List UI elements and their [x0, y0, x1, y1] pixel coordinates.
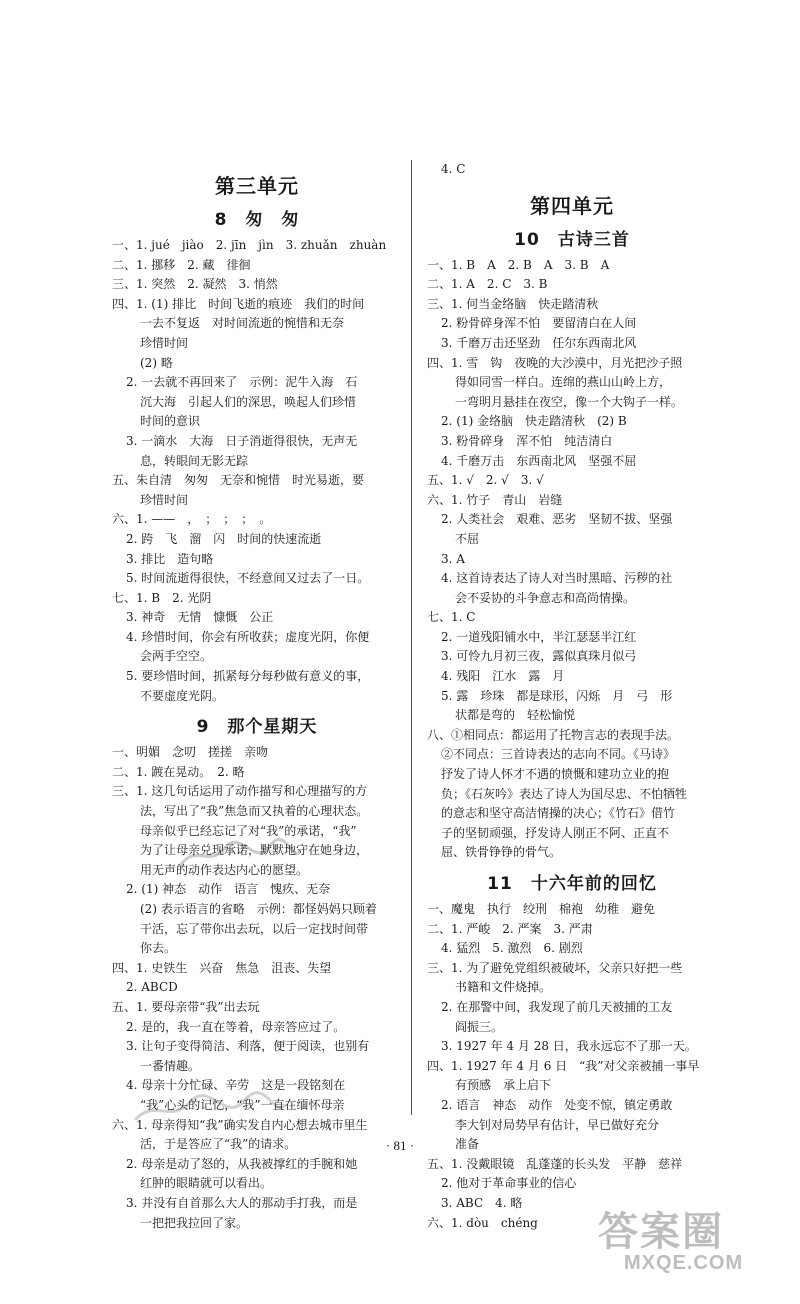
answer-line: 不屈 — [455, 531, 480, 546]
unit-title: 第四单元 — [530, 193, 614, 218]
answer-line: 一把把我拉回了家。 — [140, 1215, 249, 1230]
answer-line: 红肿的眼睛就可以看出。 — [140, 1176, 273, 1191]
answer-line: 5. 露 珍珠 都是球形，闪烁 月 弓 形 — [441, 688, 673, 703]
answer-line: 四、1. 史铁生 兴奋 焦急 沮丧、失望 — [112, 960, 332, 975]
answer-line: 六、1. dòu chéng — [427, 1215, 538, 1230]
answer-line: 阎振三。 — [455, 1019, 504, 1034]
answer-line: 有预感 承上启下 — [455, 1078, 552, 1093]
answer-line: 2. 人类社会 艰难、恶劣 坚韧不拔、坚强 — [441, 512, 673, 527]
answer-line: 3. 并没有自首那么大人的那动手打我，而是 — [126, 1195, 358, 1210]
answer-line: 母亲似乎已经忘记了对“我”的承诺，“我” — [140, 823, 357, 838]
answer-line: 三、1. 突然 2. 凝然 3. 悄然 — [112, 277, 278, 292]
answer-line: 五、1. 要母亲带“我”出去玩 — [112, 999, 260, 1014]
answer-line: 4. C — [441, 162, 466, 176]
answer-line: 四、1. 雪 钩 夜晚的大沙漠中，月光把沙子照 — [427, 355, 683, 370]
answer-line: 2. 一去就不再回来了 示例：泥牛入海 石 — [126, 375, 358, 390]
answer-line: 2. 跨 飞 溜 闪 时间的快速流逝 — [126, 531, 322, 546]
answer-line: 五、1. 没戴眼镜 乱蓬蓬的长头发 平静 慈祥 — [427, 1156, 683, 1171]
answer-line: 八、①相同点：都运用了托物言志的表现手法。 — [427, 727, 680, 742]
answer-line: 用无声的动作表达内心的愿望。 — [140, 862, 309, 877]
answer-line: 3. 1927 年 4 月 28 日，我永远忘不了那一天。 — [441, 1039, 697, 1054]
answer-line: 的意志和坚守高洁情操的决心；《竹石》借竹 — [441, 806, 676, 821]
answer-line: 2. 一道残阳铺水中，半江瑟瑟半江红 — [441, 629, 637, 644]
right-column — [427, 160, 717, 1233]
answer-line: 4. 母亲十分忙碌、辛劳 这是一段铭刻在 — [126, 1078, 346, 1093]
answer-line: 3. 排比 造句略 — [126, 551, 214, 566]
answer-line: 子的坚韧顽强，抒发诗人刚正不阿、正直不 — [441, 825, 670, 840]
answer-line: 时间的意识 — [140, 414, 201, 429]
answer-line: 2. 在那警中间，我发现了前几天被捕的工友 — [441, 999, 673, 1014]
site-watermark — [598, 1200, 778, 1285]
answer-line: 李大钊对局势早有估计，早已做好充分 — [455, 1117, 660, 1132]
answer-line: ②不同点：三首诗表达的志向不同。《马诗》 — [441, 747, 676, 762]
answer-line: 准备 — [455, 1137, 480, 1152]
lesson-title: 11 十六年前的回忆 — [487, 874, 657, 894]
answer-line: 三、1. 为了避免党组织被破坏，父亲只好把一些 — [427, 960, 683, 975]
answer-line: 沉大海 引起人们的深思，唤起人们珍惜 — [140, 394, 357, 409]
answer-line: 干活，忘了带你出去玩，以后一定找时间带 — [140, 921, 369, 936]
scribble-mark — [130, 1090, 290, 1130]
answer-line: 抒发了诗人怀才不遇的愤慨和建功立业的抱 — [441, 767, 670, 782]
answer-line: 一去不复返 对时间流逝的惋惜和无奈 — [140, 316, 345, 331]
answer-line: 3. 让句子变得简洁、利落，便于阅读，也别有 — [126, 1039, 370, 1054]
page-number: · 81 · — [385, 1138, 415, 1153]
answer-line: 不要虚度光阴。 — [140, 688, 225, 703]
answer-line: 三、1. 何当金络脑 快走踏清秋 — [427, 296, 599, 311]
lesson-title: 10 古诗三首 — [514, 229, 630, 250]
answer-line: 二、1. A 2. C 3. B — [427, 277, 548, 292]
answer-line: 为了让母亲兑现承诺，默默地守在她身边， — [140, 843, 369, 858]
answer-line: 屈、铁骨铮铮的骨气。 — [441, 845, 562, 860]
answer-line: 4. 千磨万击 东西南北风 坚强不屈 — [441, 453, 637, 468]
lesson-title: 9 那个星期天 — [196, 717, 318, 738]
answer-line: 一、1. jué jiào 2. jīn jìn 3. zhuǎn zhuàn — [112, 238, 387, 252]
answer-line: 5. 要珍惜时间，抓紧每分每秒做有意义的事， — [126, 669, 370, 684]
answer-line: 五、朱自清 匆匆 无奈和惋惜 时光易逝，要 — [112, 473, 365, 488]
answer-line: 珍惜时间 — [140, 335, 189, 350]
answer-line: 二、1. 严峻 2. 严案 3. 严肃 — [427, 921, 593, 936]
answer-line: 活，于是答应了“我”的请求。 — [140, 1137, 297, 1152]
lesson-title: 8 匆 匆 — [214, 210, 300, 230]
answer-line: 2. 是的，我一直在等着，母亲答应过了。 — [126, 1019, 346, 1034]
answer-line: 息，转眼间无影无踪 — [140, 453, 249, 468]
answer-line: 2. (1) 金络脑 快走踏清秋 (2) B — [441, 414, 627, 429]
answer-line: 一弯明月悬挂在夜空，像一个大钩子一样。 — [455, 394, 684, 409]
answer-line: (2) 表示语言的省略 示例：都怪妈妈只顾着 — [140, 902, 377, 916]
answer-line: 法，写出了“我”焦急而又执着的心理状态。 — [140, 804, 369, 819]
answer-line: 六、1. 竹子 青山 岩缝 — [427, 492, 563, 507]
answer-line: 负；《石灰吟》表达了诗人为国尽忠、不怕牺牲 — [441, 786, 688, 801]
answer-line: 4. 这首诗表达了诗人对当时黑暗、污秽的社 — [441, 571, 673, 586]
answer-line: 一番情趣。 — [140, 1058, 201, 1073]
answer-line: 五、1. √ 2. √ 3. √ — [427, 473, 544, 488]
answer-line: 2. 语言 神态 动作 处变不惊，镇定勇敢 — [441, 1097, 673, 1112]
answer-line: 四、1. 1927 年 4 月 6 日 “我”对父亲被捕一事早 — [427, 1058, 700, 1073]
left-column — [112, 160, 402, 1233]
answer-line: 四、1. (1) 排比 时间飞逝的痕迹 我们的时间 — [112, 296, 365, 311]
answer-line: 3. 一滴水 大海 日子消逝得很快，无声无 — [126, 433, 358, 448]
answer-line: 3. 千磨万击还坚劲 任尔东西南北风 — [441, 335, 637, 350]
answer-line: 三、1. 这几句话运用了动作描写和心理描写的方 — [112, 784, 368, 799]
watermark-logo: 答案圈 — [598, 1210, 724, 1254]
answer-line: 七、1. B 2. 光阴 — [112, 590, 212, 605]
answer-line: 3. A — [441, 551, 465, 566]
answer-line: 3. 可怜九月初三夜，露似真珠月似弓 — [441, 649, 637, 664]
answer-line: 一、明媚 念叨 搓搓 亲吻 — [112, 745, 269, 760]
answer-line: 六、1. —— ， ； ； ； 。 — [112, 512, 272, 527]
answer-line: 4. 珍惜时间，你会有所收获；虚度光阴，你便 — [126, 629, 370, 644]
answer-line: 六、1. 母亲得知“我”确实发自内心想去城市里生 — [112, 1117, 368, 1132]
answer-line: “我”心头的记忆，“我”一直在缅怀母亲 — [140, 1097, 345, 1112]
answer-line: 七、1. C — [427, 610, 476, 625]
answer-line: 你去。 — [140, 941, 177, 956]
answer-line: 2. 粉骨碎身浑不怕 要留清白在人间 — [441, 316, 637, 331]
answer-line: 书籍和文件烧掉。 — [455, 980, 552, 995]
answer-line: 3. 神奇 无情 慷慨 公正 — [126, 610, 274, 625]
answer-line: 状都是弯的 轻松愉悦 — [455, 708, 576, 723]
answer-line: 4. 残阳 江水 露 月 — [441, 669, 565, 684]
answer-line: 一、魔鬼 执行 绞刑 棉袍 幼稚 避免 — [427, 902, 656, 916]
answer-line: 2. ABCD — [126, 980, 178, 995]
answer-line: 2. (1) 神态 动作 语言 愧疚、无奈 — [126, 882, 331, 897]
answer-line: 二、1. 挪移 2. 藏 徘徊 — [112, 257, 251, 272]
answer-line: 珍惜时间 — [140, 492, 189, 507]
watermark-site: MXQE.COM — [624, 1252, 744, 1274]
answer-line: 会两手空空。 — [140, 649, 213, 664]
answer-line: 2. 他对于革命事业的信心 — [441, 1176, 577, 1191]
answer-line: 会不妥协的斗争意志和高尚情操。 — [455, 590, 636, 605]
answer-line: (2) 略 — [140, 355, 173, 370]
answer-line: 一、1. B A 2. B A 3. B A — [427, 257, 610, 272]
column-divider — [411, 160, 412, 1115]
answer-line: 二、1. 踱在晃动。 2. 略 — [112, 764, 245, 779]
answer-line: 5. 时间流逝得很快，不经意间又过去了一日。 — [126, 571, 370, 586]
unit-title: 第三单元 — [215, 174, 299, 198]
answer-line: 2. 母亲是动了怒的，从我被撑红的手腕和她 — [126, 1156, 358, 1171]
answer-line: 得如同雪一样白。连绵的燕山山岭上方， — [455, 375, 672, 390]
scribble-mark — [175, 838, 305, 874]
answer-line: 3. 粉骨碎身 浑不怕 纯洁清白 — [441, 433, 613, 448]
answer-line: 4. 猛烈 5. 激烈 6. 剧烈 — [441, 941, 583, 956]
answer-line: 3. ABC 4. 略 — [441, 1195, 523, 1210]
